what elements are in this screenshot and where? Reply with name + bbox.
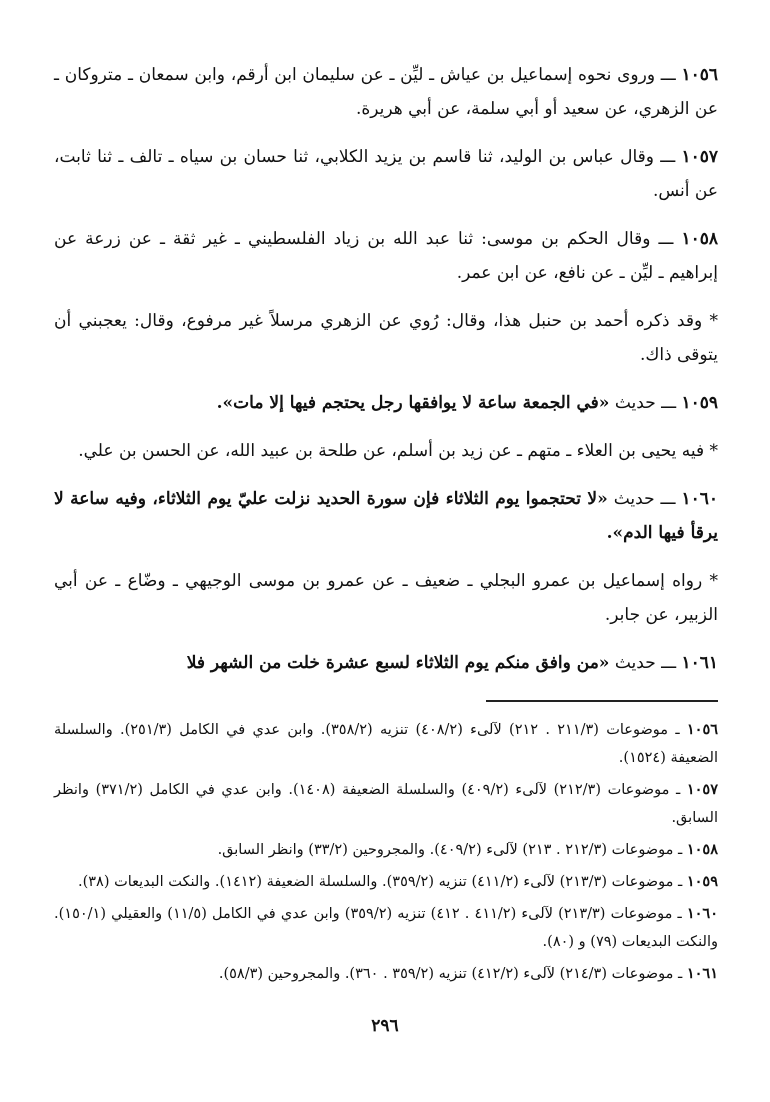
footnote-number: ١٠٥٩ (686, 873, 718, 890)
footnote-1058 (54, 836, 718, 864)
footnote-1059 (54, 868, 718, 896)
footnote-dash: ـ (677, 966, 683, 982)
entry-dash: ـــ (661, 653, 677, 673)
footnote-text: موضوعات (٢١٢/٣) لآلىء (٤٠٩/٢) والسلسلة الضعيفة (١٤٠٨). وابن عدي في الكامل (٣٧١/٢) وانظر السابق. (54, 782, 718, 826)
note-1058: * وقد ذكره أحمد بن حنبل هذا، وقال: رُوي عن الزهري مرسلاً غير مرفوع، وقال: يعجبني أن يتوقى ذاك. (54, 311, 718, 365)
footnote-1061 (54, 960, 718, 988)
footnote-text: موضوعات (٢١٣/٣) لآلىء (٤١١/٢) تنزيه (٣٥٩/٢). والسلسلة الضعيفة (١٤١٢). والنكت البديعات (٣٨). (77, 874, 674, 890)
page-body (54, 58, 718, 992)
footnote-number: ١٠٥٦ (686, 721, 719, 738)
entry-text: وقال الحكم بن موسى: ثنا عبد الله بن زياد الفلسطيني ـ غير ثقة ـ عن زرعة عن إبراهيم ـ ليِّن ـ عن نافع، عن ابن عمر. (54, 229, 718, 283)
footnotes (54, 716, 718, 988)
entry-1057 (54, 140, 718, 208)
entry-number: ١٠٥٩ (681, 393, 718, 413)
footnote-text: موضوعات (٢١٣/٣) لآلىء (٤١١/٢ . ٤١٢) تنزيه (٣٥٩/٢) وابن عدي في الكامل (١١/٥) والعقيلي (١٥٠/١). والنكت البديعات (٧٩) و (٨٠). (54, 906, 718, 950)
footnote-1056 (54, 716, 718, 772)
entry-1060 (54, 482, 718, 550)
page-number: ٢٩٦ (371, 1016, 399, 1036)
note-1059: * فيه يحيى بن العلاء ـ متهم ـ عن زيد بن أسلم، عن طلحة بن عبيد الله، عن الحسن بن علي. (78, 441, 718, 461)
entry-dash: ـــ (661, 393, 677, 413)
footnote-dash: ـ (675, 782, 681, 798)
entry-number: ١٠٥٦ (681, 65, 719, 85)
entry-number: ١٠٥٧ (681, 147, 719, 167)
entry-1061 (54, 646, 718, 680)
footnote-text: موضوعات (٢١١/٣ . ٢١٢) لآلىء (٤٠٨/٢) تنزيه (٣٥٨/٢). وابن عدي في الكامل (٢٥١/٣). والسلسلة الضعيفة (١٥٢٤). (54, 722, 718, 766)
entry-number: ١٠٦٠ (681, 489, 718, 509)
note-1060: * رواه إسماعيل بن عمرو البجلي ـ ضعيف ـ عن عمرو بن موسى الوجيهي ـ وضّاع ـ عن أبي الزبير، عن جابر. (54, 571, 718, 625)
entry-1056 (54, 58, 718, 126)
entry-dash: ـــ (660, 65, 676, 85)
footnote-text: موضوعات (٢١٢/٣ . ٢١٣) لآلىء (٤٠٩/٢). والمجروحين (٣٣/٢) وانظر السابق. (217, 842, 674, 858)
entry-number: ١٠٥٨ (681, 229, 718, 249)
footnote-number: ١٠٥٧ (686, 781, 718, 798)
footnote-text: موضوعات (٢١٤/٣) لآلىء (٤١٢/٢) تنزيه (٣٥٩/٢ . ٣٦٠). والمجروحين (٥٨/٣). (218, 966, 674, 982)
entry-dash: ـــ (660, 489, 676, 509)
footnote-rule (486, 700, 718, 702)
entry-prefix: حديث (614, 653, 656, 673)
hadith-quote: «في الجمعة ساعة لا يوافقها رجل يحتجم فيها إلا مات». (216, 393, 610, 413)
entry-number: ١٠٦١ (681, 653, 718, 673)
entry-1058 (54, 222, 718, 290)
entry-dash: ـــ (658, 229, 674, 249)
hadith-quote: «من وافق منكم يوم الثلاثاء لسبع عشرة خلت من الشهر فلا (186, 653, 610, 673)
entry-text: وقال عباس بن الوليد، ثنا قاسم بن يزيد الكلابي، ثنا حسان بن سياه ـ تالف ـ ثنا ثابت، عن أنس. (54, 147, 718, 201)
footnote-number: ١٠٦٠ (686, 905, 719, 922)
footnote-1060 (54, 900, 718, 956)
footnote-dash: ـ (677, 842, 683, 858)
footnote-1057 (54, 776, 718, 832)
entry-prefix: حديث (613, 489, 655, 509)
footnote-separator (54, 694, 718, 716)
entry-1059 (54, 386, 718, 420)
entry-dash: ـــ (660, 147, 676, 167)
footnote-dash: ـ (677, 906, 682, 922)
entry-prefix: حديث (614, 393, 656, 413)
entry-text: وروى نحوه إسماعيل بن عياش ـ ليِّن ـ عن سليمان ابن أرقم، وابن سمعان ـ متروكان ـ عن الزهري، عن سعيد أو أبي سلمة، عن أبي هريرة. (54, 65, 718, 119)
footnote-dash: ـ (675, 722, 680, 738)
footnote-number: ١٠٥٨ (686, 841, 718, 858)
footnote-dash: ـ (677, 874, 683, 890)
footnote-number: ١٠٦١ (686, 965, 718, 982)
hadith-quote: «لا تحتجموا يوم الثلاثاء فإن سورة الحديد نزلت عليّ يوم الثلاثاء، وفيه ساعة لا يرقأ فيها الدم». (54, 489, 718, 543)
